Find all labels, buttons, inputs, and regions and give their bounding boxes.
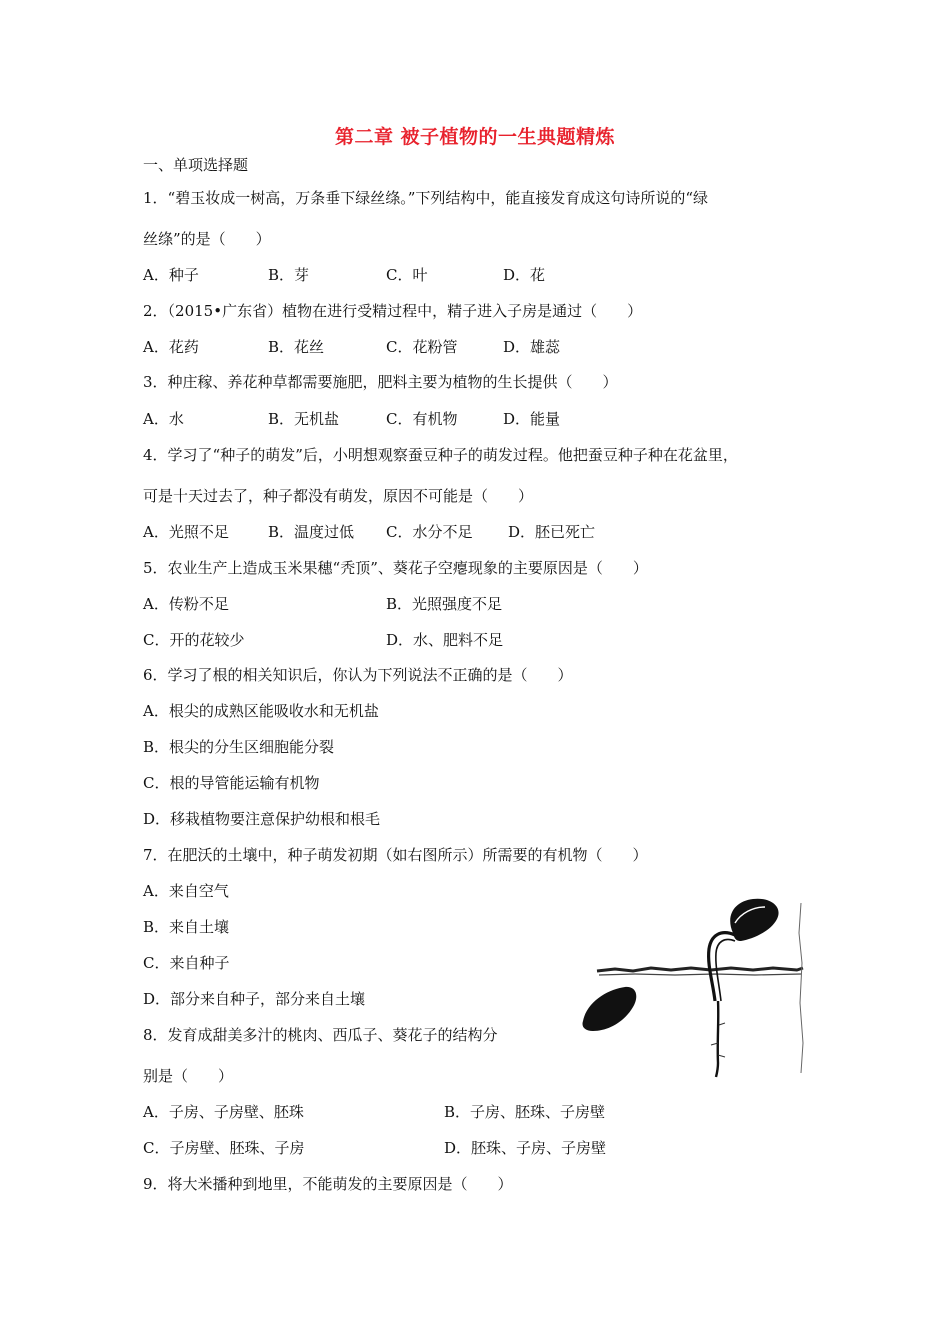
question-2-stem: 2．（2015•广东省）植物在进行受精过程中，精子进入子房是通过（ ）: [143, 302, 643, 320]
question-5-option-b: B．光照强度不足: [386, 595, 503, 613]
question-7-option-a: A．来自空气: [143, 882, 229, 900]
question-4-option-b: B．温度过低: [268, 523, 355, 541]
question-5-stem: 5．农业生产上造成玉米果穗“秃顶”、葵花子空瘪现象的主要原因是（ ）: [143, 559, 648, 577]
question-1-option-d: D．花: [503, 266, 546, 284]
question-3-option-d: D．能量: [503, 410, 561, 428]
question-7-option-d: D．部分来自种子，部分来自土壤: [143, 990, 366, 1008]
question-6-stem: 6．学习了根的相关知识后，你认为下列说法不正确的是（ ）: [143, 666, 573, 684]
question-8-stem-cont: 别是（ ）: [143, 1067, 234, 1085]
question-1-stem-cont: 丝绦”的是（ ）: [143, 230, 271, 248]
question-3-option-c: C．有机物: [386, 410, 458, 428]
question-4-option-d: D．胚已死亡: [508, 523, 596, 541]
question-1-option-b: B．芽: [268, 266, 310, 284]
question-5-option-a: A．传粉不足: [143, 595, 229, 613]
question-5-option-d: D．水、肥料不足: [386, 631, 504, 649]
question-6-option-d: D．移栽植物要注意保护幼根和根毛: [143, 810, 381, 828]
question-1-option-a: A．种子: [143, 266, 199, 284]
question-6-option-b: B．根尖的分生区细胞能分裂: [143, 738, 335, 756]
question-8-option-d: D．胚珠、子房、子房壁: [444, 1139, 607, 1157]
question-3-option-b: B．无机盐: [268, 410, 340, 428]
question-6-option-c: C．根的导管能运输有机物: [143, 774, 320, 792]
question-2-option-c: C．花粉管: [386, 338, 458, 356]
question-7-option-b: B．来自土壤: [143, 918, 230, 936]
question-4-stem-cont: 可是十天过去了，种子都没有萌发，原因不可能是（ ）: [143, 487, 534, 505]
question-6-option-a: A．根尖的成熟区能吸收水和无机盐: [143, 702, 379, 720]
question-3-stem: 3．种庄稼、养花种草都需要施肥，肥料主要为植物的生长提供（ ）: [143, 373, 618, 391]
question-4-stem: 4．学习了“种子的萌发”后，小明想观察蚕豆种子的萌发过程。他把蚕豆种子种在花盆里，: [143, 446, 738, 464]
question-8-option-b: B．子房、胚珠、子房壁: [444, 1103, 606, 1121]
question-2-option-b: B．花丝: [268, 338, 325, 356]
question-4-option-c: C．水分不足: [386, 523, 473, 541]
question-3-option-a: A．水: [143, 410, 184, 428]
question-1-option-c: C．叶: [386, 266, 428, 284]
question-4-option-a: A．光照不足: [143, 523, 229, 541]
question-9-stem: 9．将大米播种到地里，不能萌发的主要原因是（ ）: [143, 1175, 513, 1193]
question-7-stem: 7．在肥沃的土壤中，种子萌发初期（如右图所示）所需要的有机物（ ）: [143, 846, 648, 864]
figure-edge: [799, 903, 803, 1073]
soil-line: [597, 968, 803, 971]
question-2-option-a: A．花药: [143, 338, 199, 356]
page-title: 第二章 被子植物的一生典题精炼: [334, 126, 616, 148]
section-heading: 一、单项选择题: [143, 156, 249, 174]
root-line: [716, 1001, 718, 1077]
dry-seed-shape: [582, 987, 636, 1031]
seed-germination-figure: [575, 893, 807, 1078]
question-8-option-a: A．子房、子房壁、胚珠: [143, 1103, 304, 1121]
question-8-option-c: C．子房壁、胚珠、子房: [143, 1139, 305, 1157]
soil-line-lower: [599, 974, 801, 975]
question-8-stem: 8．发育成甜美多汁的桃肉、西瓜子、葵花子的结构分: [143, 1026, 498, 1044]
question-2-option-d: D．雄蕊: [503, 338, 561, 356]
question-1-stem: 1．“碧玉妆成一树高，万条垂下绿丝绦。”下列结构中，能直接发育成这句诗所说的“绿: [143, 189, 709, 207]
question-5-option-c: C．开的花较少: [143, 631, 245, 649]
question-7-option-c: C．来自种子: [143, 954, 230, 972]
